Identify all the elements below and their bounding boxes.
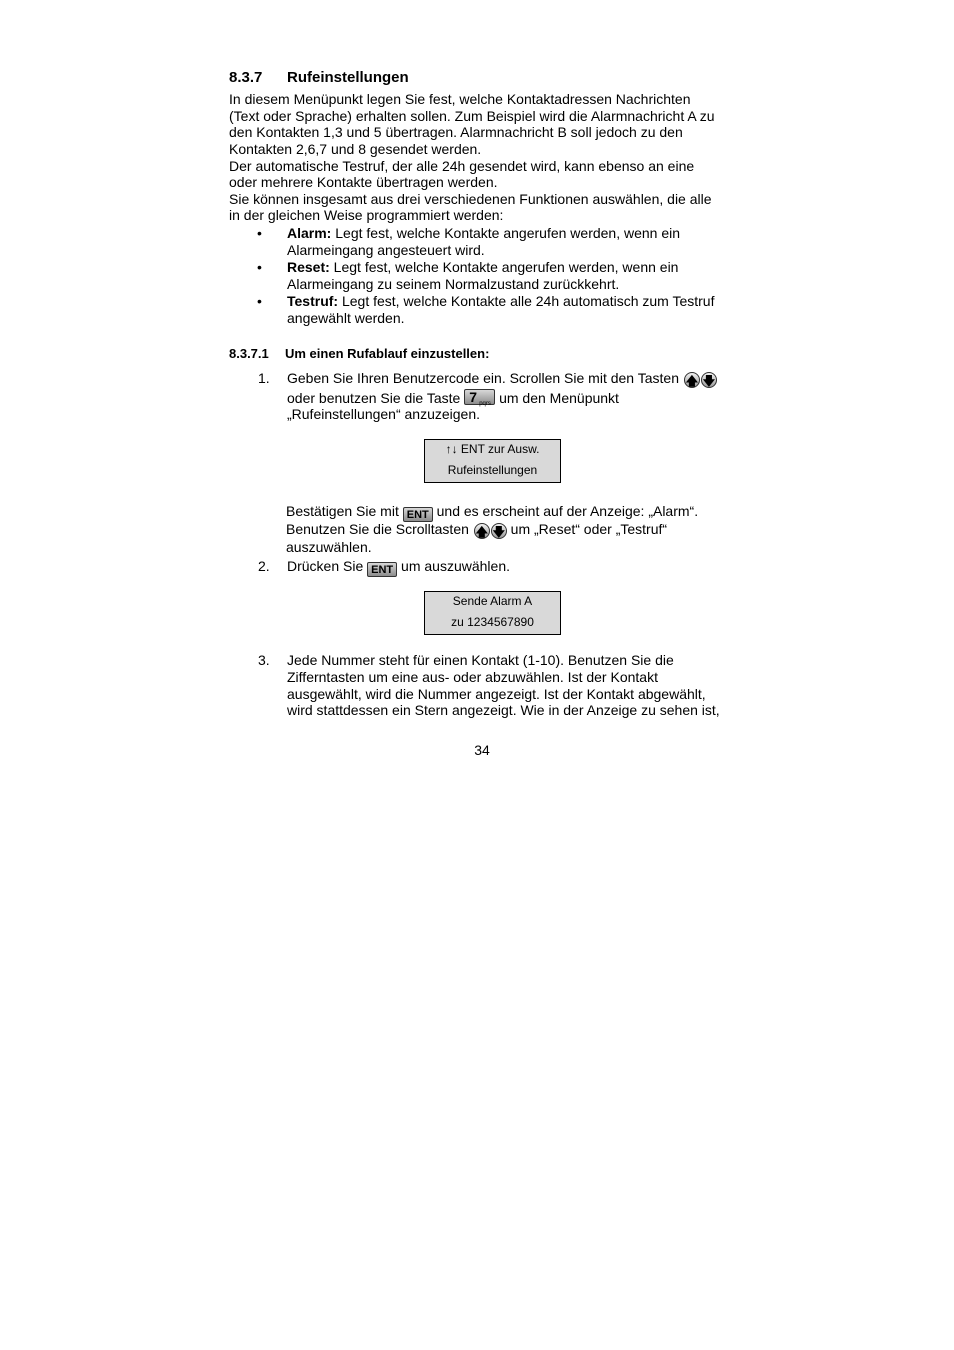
bullet-text: Legt fest, welche Kontakte angerufen werden, wenn ein [331, 225, 681, 241]
confirm-line3: auszuwählen. [286, 539, 372, 555]
step-text: um „Reset“ oder „Testruf“ [510, 521, 668, 537]
intro-line: (Text oder Sprache) erhalten sollen. Zum Beispiel wird die Alarmnachricht A zu [229, 108, 715, 124]
step3-line: ausgewählt, wird die Nummer angezeigt. Ist der Kontakt abgewählt, [287, 686, 706, 702]
bullet-testruf-cont: angewählt werden. [287, 310, 405, 326]
bullet-term: Alarm: [287, 225, 332, 241]
bullet-term: Testruf: [287, 293, 339, 309]
step-number: 2. [258, 558, 270, 574]
arrow-up-icon: 🡅 [475, 525, 488, 539]
subsection-title: Um einen Rufablauf einzustellen: [285, 346, 490, 361]
intro-line: In diesem Menüpunkt legen Sie fest, welche Kontaktadressen Nachrichten [229, 91, 691, 107]
section-heading [229, 69, 409, 86]
step-text: und es erscheint auf der Anzeige: „Alarm“. [436, 503, 699, 519]
step-number: 3. [258, 652, 270, 668]
step1-line3: „Rufeinstellungen“ anzuzeigen. [287, 406, 481, 422]
arrow-down-icon: 🡇 [702, 374, 716, 388]
lcd-display-1 [424, 439, 561, 483]
step1-line2 [287, 389, 742, 407]
intro-line: oder mehrere Kontakte übertragen werden. [229, 174, 498, 190]
bullet-term: Reset: [287, 259, 330, 275]
key-label: 7 [469, 389, 477, 405]
bullet-dot: • [257, 225, 262, 241]
bullet-text: Legt fest, welche Kontakte alle 24h automatisch zum Testruf [338, 293, 715, 309]
bullet-reset-cont: Alarmeingang zu seinem Normalzustand zurückkehrt. [287, 276, 620, 292]
bullet-alarm-cont: Alarmeingang angesteuert wird. [287, 242, 485, 258]
lcd-line-2: Rufeinstellungen [447, 463, 538, 477]
section-title: Rufeinstellungen [287, 69, 409, 86]
intro-line: in der gleichen Weise programmiert werden: [229, 207, 504, 223]
step-text: um den Menüpunkt [499, 390, 619, 406]
step-text: Bestätigen Sie mit [286, 503, 399, 519]
arrow-down-icon: 🡇 [492, 525, 505, 539]
bullet-dot: • [257, 293, 262, 309]
subsection-number: 8.3.7.1 [229, 346, 269, 361]
bullet-alarm [287, 225, 742, 242]
step3-line: Zifferntasten um eine aus- oder abzuwählen. Ist der Kontakt [287, 669, 658, 685]
subsection-heading [229, 346, 489, 361]
bullet-text: Legt fest, welche Kontakte angerufen werden, wenn ein [329, 259, 679, 275]
confirm-line2 [286, 521, 741, 540]
step-text: Benutzen Sie die Scrolltasten [286, 521, 469, 537]
ent-key-icon: ENT [403, 507, 433, 522]
lcd-display-2 [424, 591, 561, 635]
bullet-dot: • [257, 259, 262, 275]
step2-line [287, 558, 742, 577]
intro-line: Sie können insgesamt aus drei verschiedenen Funktionen auswählen, die alle [229, 191, 712, 207]
scroll-keys [683, 372, 717, 389]
step-text: Geben Sie Ihren Benutzercode ein. Scrollen Sie mit den Tasten [287, 370, 679, 386]
intro-line: Kontakten 2,6,7 und 8 gesendet werden. [229, 141, 482, 157]
ent-key-icon: ENT [367, 562, 397, 577]
step-text: Drücken Sie [287, 558, 364, 574]
step-text: oder benutzen Sie die Taste [287, 390, 461, 406]
lcd-line-1: ↑↓ ENT zur Ausw. [445, 442, 540, 456]
step1-line1 [287, 370, 742, 389]
intro-line: den Kontakten 1,3 und 5 übertragen. Alarmnachricht B soll jedoch zu den [229, 124, 683, 140]
bullet-reset [287, 259, 742, 276]
confirm-line1 [286, 503, 741, 522]
key-sublabel: pqrs [479, 401, 491, 407]
lcd-line-1: Sende Alarm A [452, 594, 533, 608]
scroll-keys [473, 523, 507, 540]
step-text: um auszuwählen. [401, 558, 510, 574]
section-number: 8.3.7 [229, 69, 263, 86]
lcd-line-2: zu 1234567890 [451, 615, 534, 629]
step-number: 1. [258, 370, 270, 386]
intro-line: Der automatische Testruf, der alle 24h gesendet wird, kann ebenso an eine [229, 158, 695, 174]
step3-line: wird stattdessen ein Stern angezeigt. Wie in der Anzeige zu sehen ist, [287, 702, 720, 718]
page-number: 34 [474, 742, 490, 758]
step3-line: Jede Nummer steht für einen Kontakt (1-10). Benutzen Sie die [287, 652, 674, 668]
bullet-testruf [287, 293, 742, 310]
arrow-up-icon: 🡅 [685, 374, 699, 388]
key-7-icon [464, 389, 495, 405]
